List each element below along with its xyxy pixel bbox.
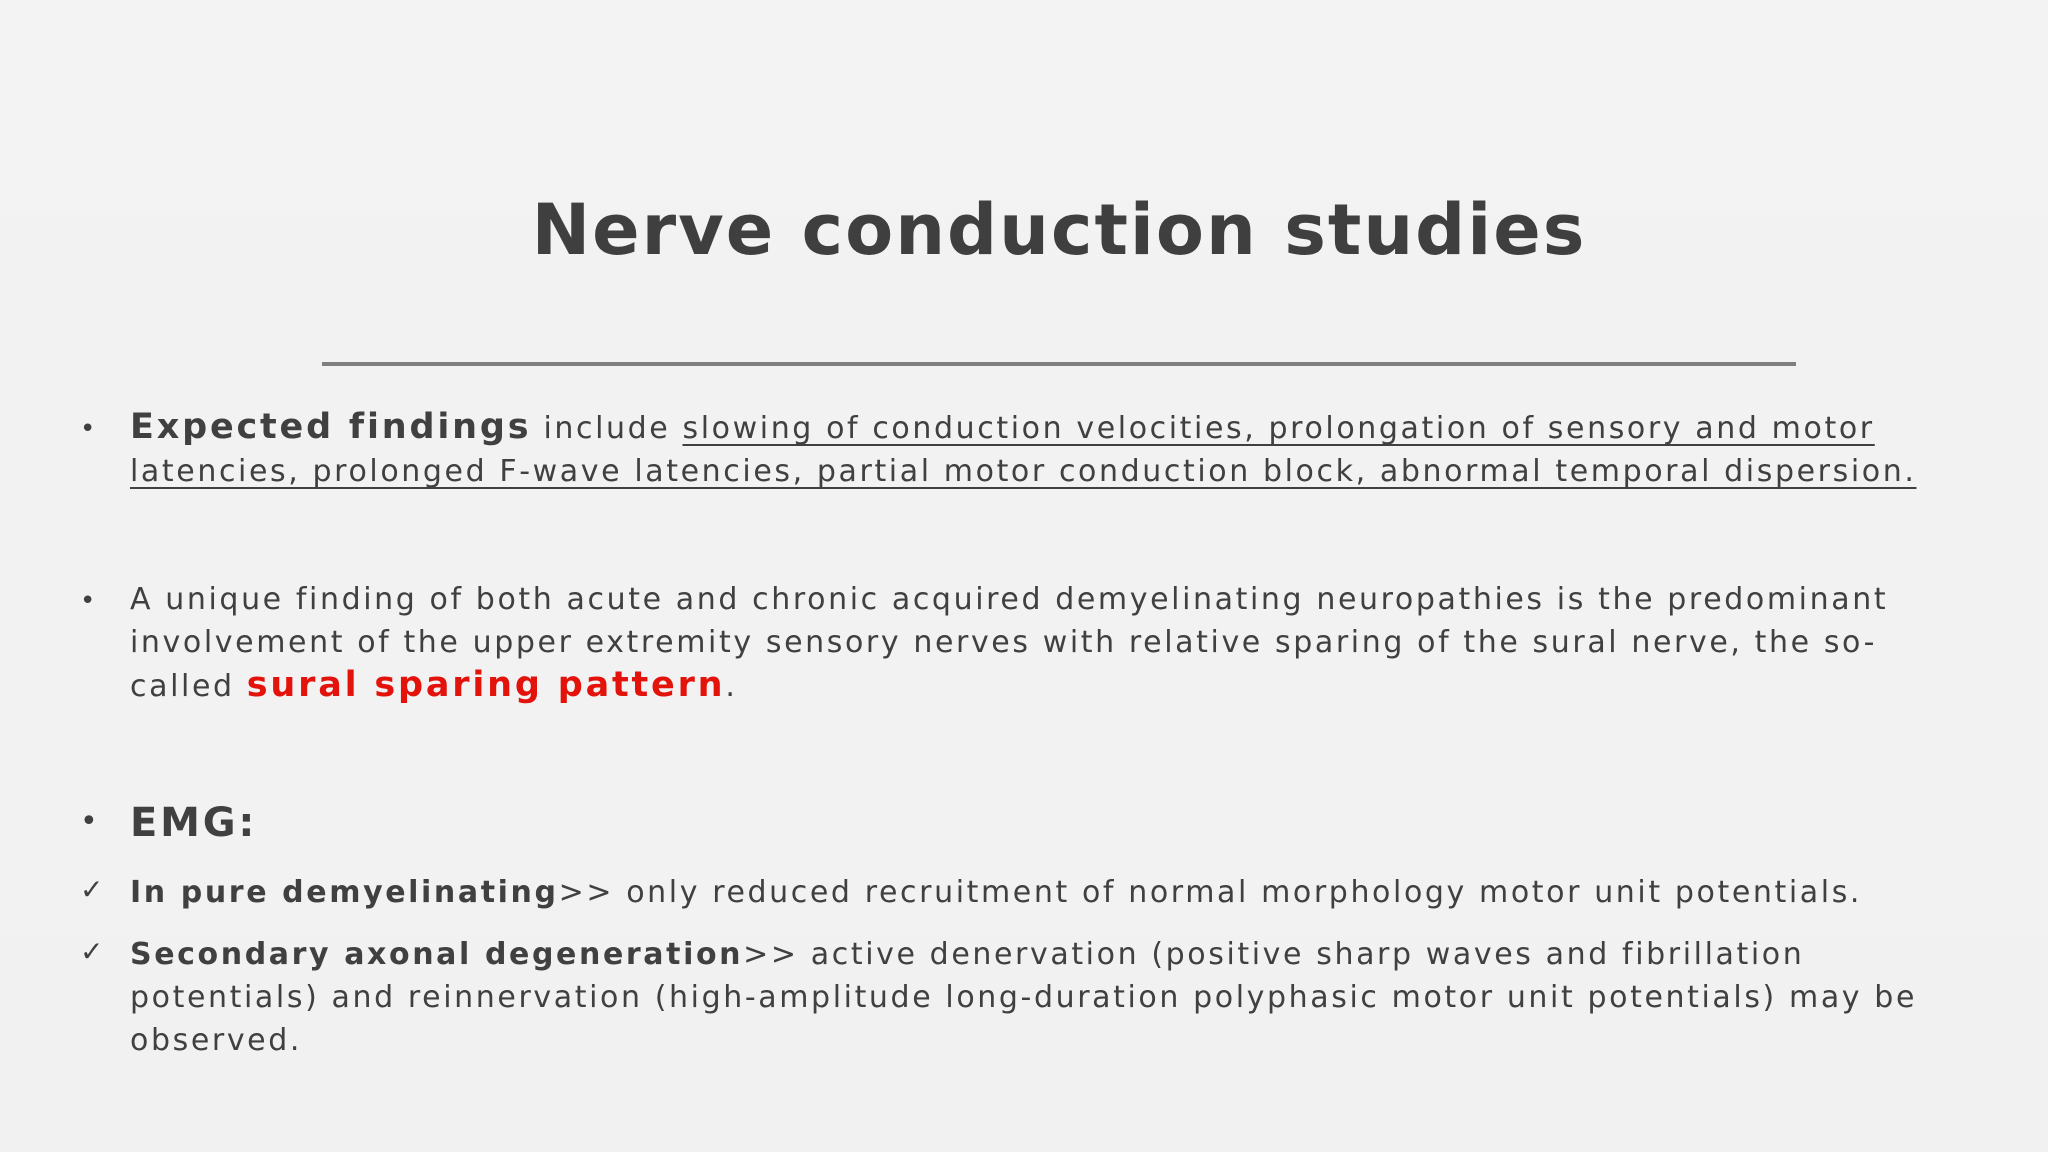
check-icon: ✓ (80, 873, 104, 906)
sural-sparing-text: A unique finding of both acute and chronic acquired demyelinating neuropathies is the predominant involvement of the upper extremity sensory nerves with relative sparing of the sural nerve, the so-called (130, 582, 1889, 704)
expected-findings-list: slowing of conduction velocities, prolongation of sensory and motor latencies, prolonged F-wave latencies, partial motor conduction block, abnormal temporal dispersion. (130, 411, 1917, 489)
check-secondary-axonal (130, 933, 1960, 1062)
slide-title: Nerve conduction studies (531, 189, 1587, 271)
secondary-axonal-text: >> active denervation (positive sharp waves and fibrillation potentials) and reinnervation (high-amplitude long-duration polyphasic motor unit potentials) may be observed. (130, 937, 1917, 1058)
expected-findings-label: Expected findings (130, 407, 532, 447)
bullet-expected-findings (130, 406, 1960, 493)
check-icon: ✓ (80, 935, 104, 968)
bullet-icon: • (80, 804, 98, 839)
expected-findings-connector: include (531, 411, 683, 446)
pure-demyelinating-text: >> only reduced recruitment of normal morphology motor unit potentials. (558, 875, 1863, 910)
bullet-icon: • (80, 586, 96, 616)
bullet-sural-sparing (130, 578, 1960, 708)
pure-demyelinating-label: In pure demyelinating (130, 875, 559, 910)
secondary-axonal-label: Secondary axonal degeneration (130, 937, 744, 972)
emg-heading: EMG: (130, 800, 258, 846)
bullet-icon: • (80, 414, 96, 444)
check-pure-demyelinating (130, 871, 1960, 914)
sural-sparing-period: . (725, 669, 738, 704)
sural-sparing-highlight: sural sparing pattern (246, 665, 726, 705)
bullet-emg (130, 797, 1960, 849)
title-divider (322, 362, 1796, 366)
